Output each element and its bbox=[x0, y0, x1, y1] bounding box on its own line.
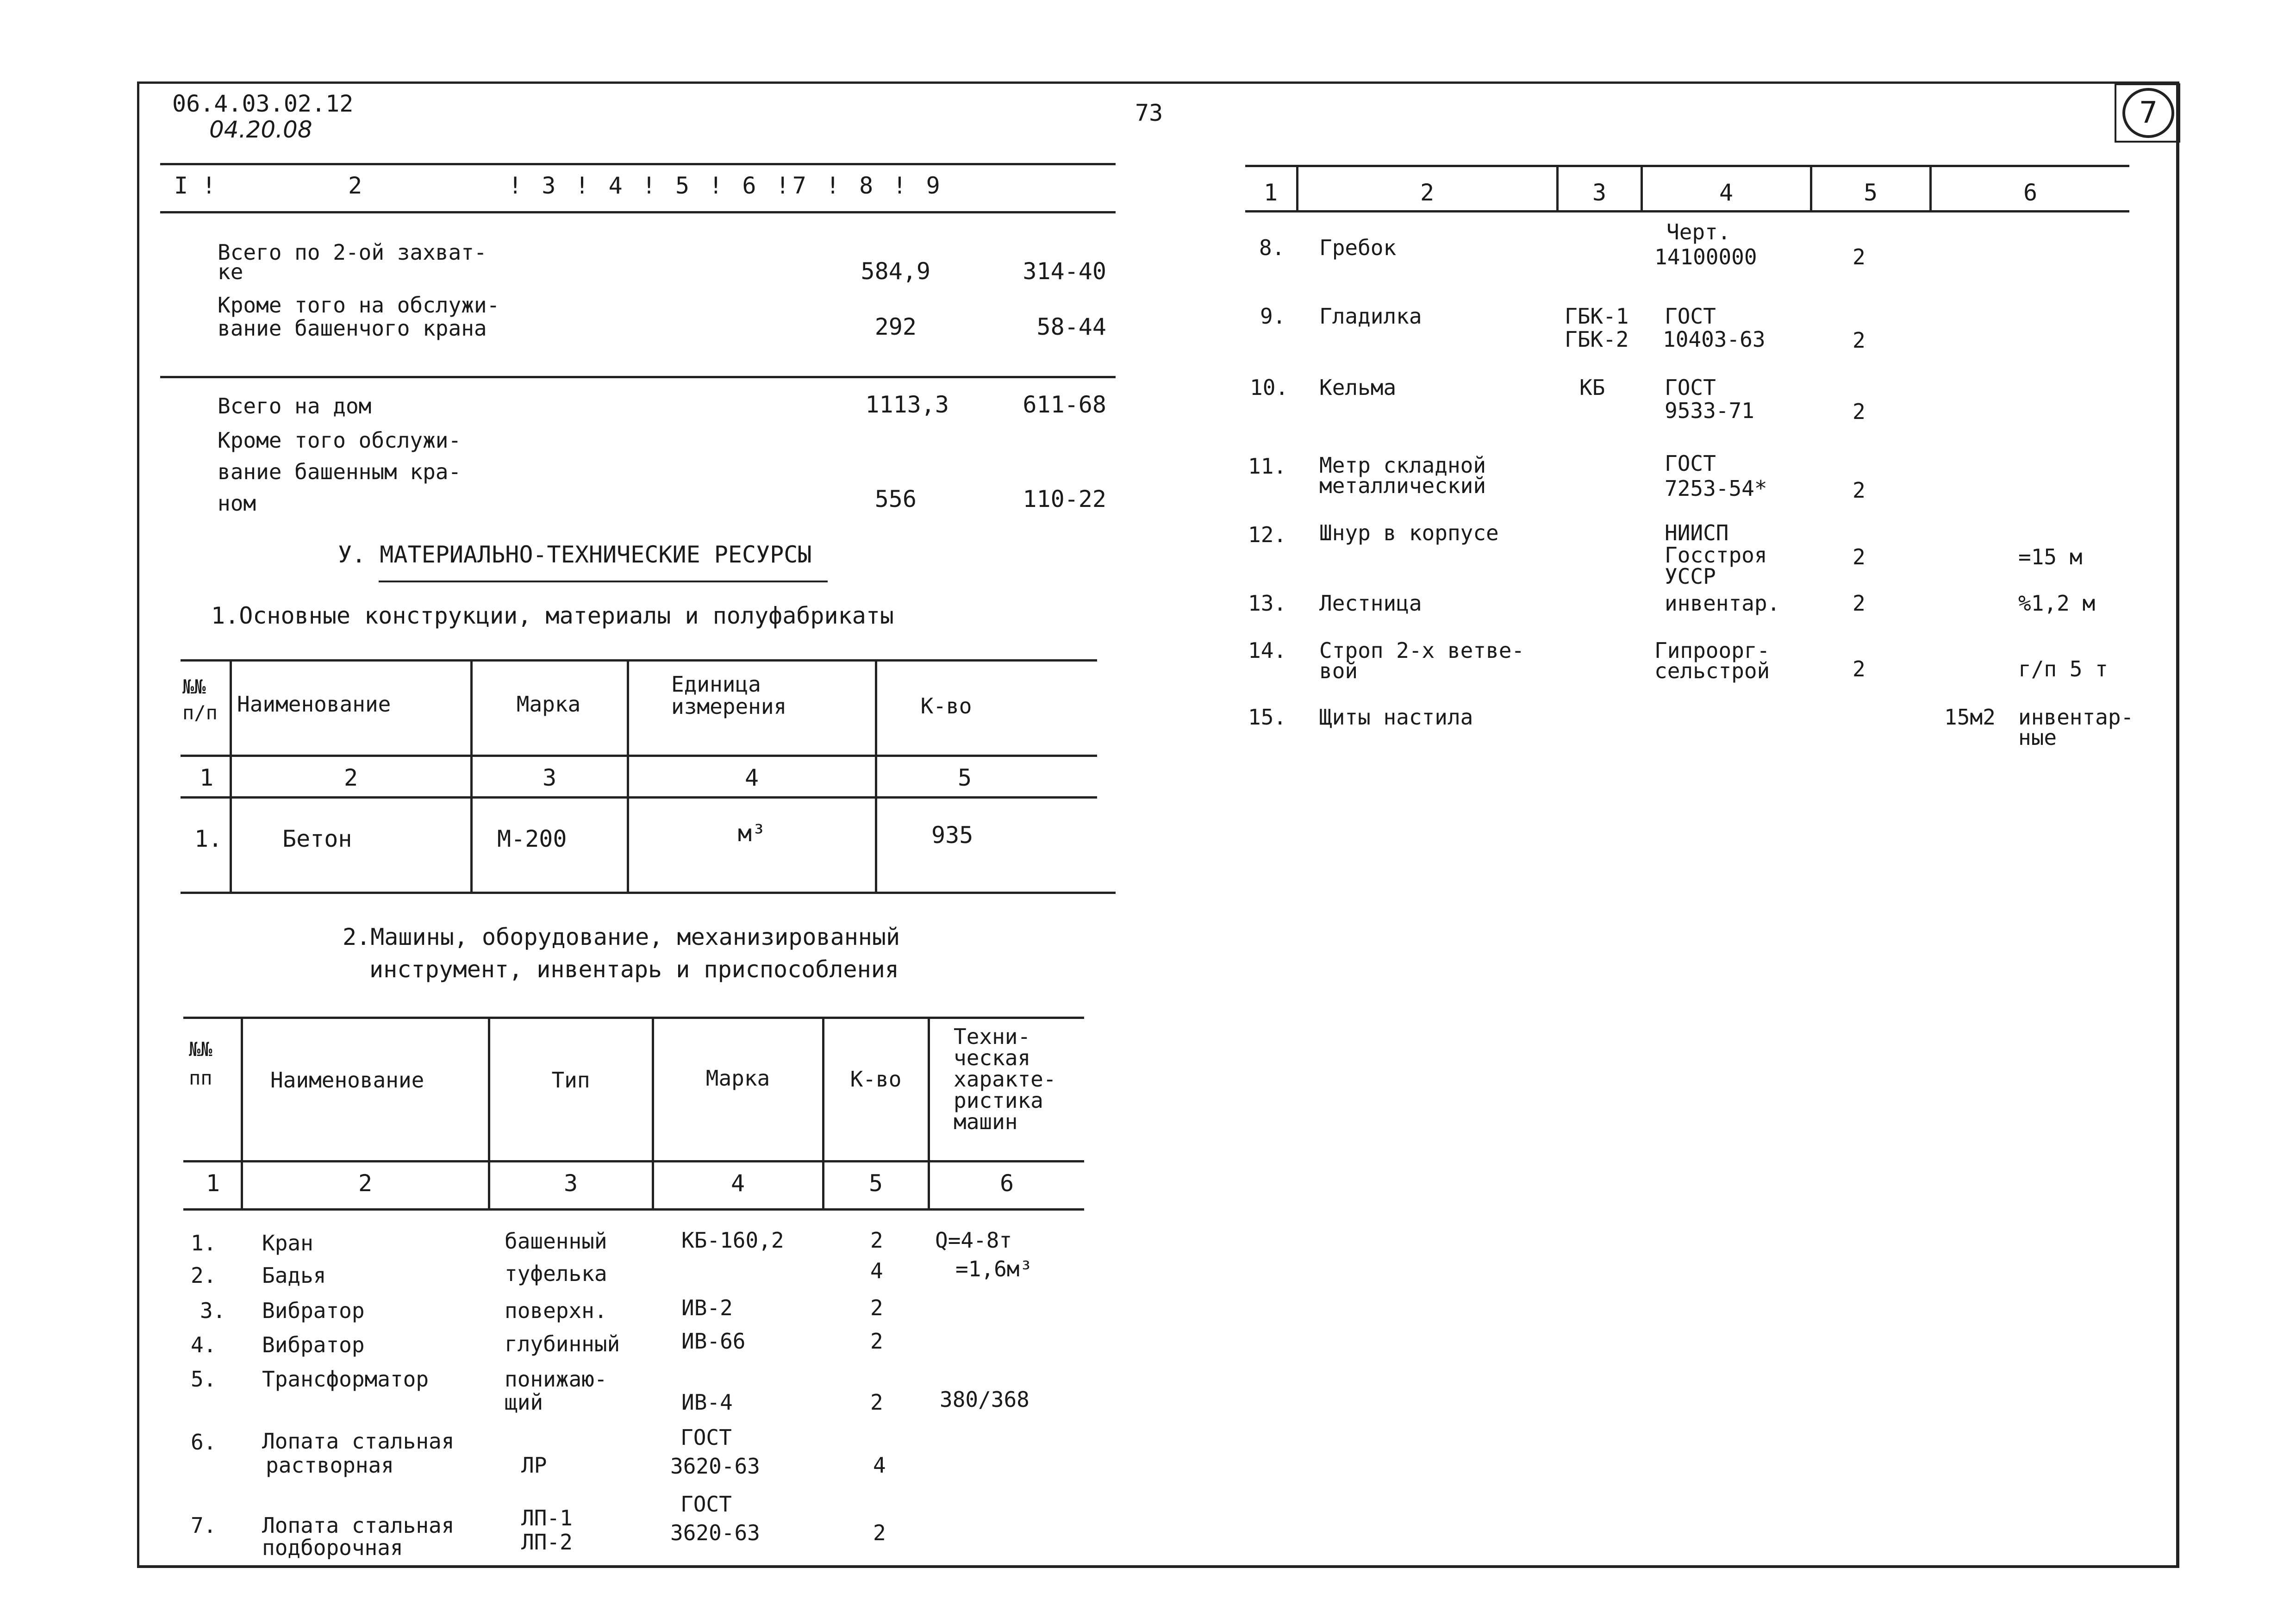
right-row-num: 12. bbox=[1248, 522, 1287, 547]
table-row-text: Всего по 2-ой захват- bbox=[218, 240, 487, 265]
right-row-name: Щиты настила bbox=[1319, 705, 1473, 730]
machines-row-qty: 2 bbox=[870, 1329, 883, 1354]
table-row-text: Всего на дом bbox=[218, 394, 372, 418]
machines-row-qty: 2 bbox=[870, 1390, 883, 1415]
right-row-qty: 2 bbox=[1853, 591, 1866, 616]
right-row-type: ГБК-2 bbox=[1565, 327, 1629, 352]
right-row-note: =15 м bbox=[2018, 544, 2083, 569]
right-row-mark: ГОСТ bbox=[1665, 451, 1716, 476]
table-row-value2: 110-22 bbox=[1023, 486, 1106, 512]
materials-table-bottom bbox=[181, 892, 1116, 894]
right-row-mark: 10403-63 bbox=[1663, 327, 1766, 352]
machines-row-name: подборочная bbox=[262, 1536, 403, 1559]
right-row-num: 11. bbox=[1248, 454, 1287, 479]
machines-row-num: 2. bbox=[191, 1263, 217, 1288]
table-row-text: ке bbox=[218, 259, 243, 284]
subsection-title: инструмент, инвентарь и приспособления bbox=[369, 956, 899, 983]
table-divider bbox=[160, 376, 1116, 378]
materials-colnum: 1 bbox=[199, 764, 214, 791]
machines-row-type: туфелька bbox=[505, 1261, 607, 1286]
right-row-mark: инвентар. bbox=[1665, 591, 1780, 616]
machines-colnum: 6 bbox=[999, 1170, 1014, 1197]
section-title-underline bbox=[379, 581, 828, 582]
right-row-mark: Госстроя bbox=[1665, 543, 1767, 568]
right-row-qty: 2 bbox=[1853, 478, 1866, 503]
document-code-handwritten: 04.20.08 bbox=[209, 116, 312, 143]
materials-header-qty: К-во bbox=[920, 693, 972, 718]
machines-row-name: Лопата стальная bbox=[262, 1513, 455, 1538]
machines-row-mark: ГОСТ bbox=[680, 1425, 732, 1450]
materials-row-unit: м³ bbox=[737, 820, 766, 847]
right-row-mark: ГОСТ bbox=[1665, 375, 1716, 400]
right-row-note: г/п 5 т bbox=[2018, 656, 2108, 681]
machines-row-name: Трансформатор bbox=[262, 1367, 429, 1392]
table-row-text: вание башенным кра- bbox=[218, 459, 462, 484]
machines-header-spec: характе- bbox=[954, 1067, 1056, 1092]
right-row-name: Кельма bbox=[1319, 375, 1397, 400]
right-table-top bbox=[1245, 165, 2129, 167]
table-row-text: Кроме того на обслужи- bbox=[218, 293, 500, 318]
machines-row-type: щий bbox=[505, 1390, 543, 1415]
table-row-value: 584,9 bbox=[861, 258, 930, 285]
materials-row-qty: 935 bbox=[931, 822, 973, 849]
right-row-name: металлический bbox=[1319, 473, 1486, 498]
right-colnum: 2 bbox=[1420, 179, 1435, 206]
machines-colnum: 1 bbox=[206, 1170, 220, 1197]
machines-row-qty: 2 bbox=[870, 1295, 883, 1320]
right-row-qty: 2 bbox=[1853, 399, 1866, 424]
sheet-number: 7 bbox=[2122, 88, 2174, 138]
right-row-name: вой bbox=[1319, 658, 1358, 683]
materials-header-num: №№ п/п bbox=[182, 675, 218, 724]
page-number: 73 bbox=[1135, 100, 1163, 126]
table-row-value: 1113,3 bbox=[865, 391, 949, 418]
right-row-num: 15. bbox=[1248, 705, 1287, 730]
machines-header-qty: К-во bbox=[850, 1067, 902, 1092]
machines-row-mark: 3620-63 bbox=[670, 1520, 760, 1545]
right-row-mark: сельстрой bbox=[1654, 658, 1770, 683]
right-colnum: 1 bbox=[1263, 179, 1278, 206]
machines-row-spec: =1,6м³ bbox=[955, 1256, 1033, 1281]
right-row-note: ные bbox=[2018, 725, 2057, 750]
right-row-mark: НИИСП bbox=[1665, 520, 1729, 545]
machines-row-spec: 380/368 bbox=[940, 1387, 1029, 1412]
materials-colnum: 4 bbox=[744, 764, 759, 791]
right-colnum: 4 bbox=[1719, 179, 1734, 206]
materials-table-number-rule bbox=[181, 796, 1097, 799]
column-header-2: 2 bbox=[348, 172, 362, 199]
materials-row-name: Бетон bbox=[282, 825, 352, 852]
machines-row-name: Вибратор bbox=[262, 1332, 365, 1357]
section-title: У. МАТЕРИАЛЬНО-ТЕХНИЧЕСКИЕ РЕСУРСЫ bbox=[338, 541, 812, 568]
machines-row-num: 1. bbox=[191, 1230, 217, 1255]
machines-row-mark: ГОСТ bbox=[680, 1492, 732, 1517]
document-code: 06.4.03.02.12 bbox=[172, 90, 354, 117]
machines-row-type: ЛП-1 bbox=[521, 1505, 573, 1530]
machines-row-mark: КБ-160,2 bbox=[681, 1228, 784, 1253]
right-row-mark: 14100000 bbox=[1654, 244, 1757, 269]
right-row-mark: УССР bbox=[1665, 564, 1716, 589]
right-row-name: Строп 2-х ветве- bbox=[1319, 638, 1525, 663]
table-row-text: ном bbox=[218, 491, 256, 516]
machines-row-mark: ИВ-66 bbox=[681, 1329, 746, 1354]
right-colnum: 6 bbox=[2023, 179, 2038, 206]
machines-row-type: ЛП-2 bbox=[521, 1530, 573, 1555]
right-colnum: 5 bbox=[1863, 179, 1878, 206]
machines-row-name: Вибратор bbox=[262, 1298, 365, 1323]
right-row-name: Метр складной bbox=[1319, 453, 1486, 478]
machines-table-number-rule bbox=[183, 1208, 1084, 1211]
subsection-title: 2.Машины, оборудование, механизированный bbox=[343, 924, 900, 950]
right-row-mark: 7253-54* bbox=[1665, 476, 1767, 501]
right-row-qty: 2 bbox=[1853, 328, 1866, 353]
right-row-qty: 2 bbox=[1853, 244, 1866, 269]
materials-row-mark: М-200 bbox=[497, 825, 567, 852]
machines-row-mark: ИВ-2 bbox=[681, 1295, 733, 1320]
machines-colnum: 4 bbox=[730, 1170, 745, 1197]
machines-row-qty: 2 bbox=[873, 1520, 886, 1545]
machines-header-num: №№ пп bbox=[189, 1038, 212, 1089]
right-row-num: 13. bbox=[1248, 591, 1287, 616]
right-row-num: 9. bbox=[1260, 304, 1286, 329]
materials-header-name: Наименование bbox=[237, 692, 391, 717]
machines-header-spec: ристика bbox=[954, 1088, 1043, 1113]
right-row-qty: 2 bbox=[1853, 656, 1866, 681]
machines-row-num: 3. bbox=[200, 1298, 226, 1323]
right-row-num: 14. bbox=[1248, 638, 1287, 663]
right-row-mark: Черт. bbox=[1666, 219, 1731, 244]
right-row-name: Гребок bbox=[1319, 235, 1397, 260]
table-row-value2: 314-40 bbox=[1023, 258, 1106, 285]
machines-header-spec: ческая bbox=[954, 1045, 1031, 1070]
materials-table-header-rule bbox=[181, 755, 1097, 757]
machines-row-num: 4. bbox=[191, 1332, 217, 1357]
table-row-value: 292 bbox=[874, 313, 917, 340]
machines-row-qty: 4 bbox=[873, 1453, 886, 1478]
machines-row-qty: 4 bbox=[870, 1258, 883, 1283]
machines-table-header-rule bbox=[183, 1160, 1084, 1162]
table-top-rule bbox=[160, 163, 1116, 165]
machines-colnum: 2 bbox=[358, 1170, 373, 1197]
machines-table-top bbox=[183, 1017, 1084, 1019]
machines-row-mark: ИВ-4 bbox=[681, 1390, 733, 1415]
machines-row-type: башенный bbox=[505, 1229, 607, 1254]
table-row-value: 556 bbox=[874, 486, 917, 512]
table-row-value2: 58-44 bbox=[1036, 313, 1106, 340]
column-header-3-9: ! 3 ! 4 ! 5 ! 6 !7 ! 8 ! 9 bbox=[508, 172, 943, 199]
machines-row-name: Лопата стальная bbox=[262, 1429, 455, 1454]
right-row-num: 10. bbox=[1250, 375, 1289, 400]
right-row-mark: Гипроорг- bbox=[1654, 638, 1770, 663]
right-row-qty: 15м2 bbox=[1944, 705, 1996, 730]
machines-row-type: ЛР bbox=[521, 1453, 547, 1478]
machines-row-name: растворная bbox=[266, 1453, 394, 1478]
table-row-text: Кроме того обслужи- bbox=[218, 428, 462, 453]
machines-row-name: Бадья bbox=[262, 1263, 326, 1288]
right-row-qty: 2 bbox=[1853, 544, 1866, 569]
machines-row-num: 7. bbox=[191, 1513, 217, 1538]
right-row-type: ГБК-1 bbox=[1565, 304, 1629, 329]
right-table-header-rule bbox=[1245, 210, 2129, 212]
machines-row-mark: 3620-63 bbox=[670, 1454, 760, 1479]
machines-row-num: 6. bbox=[191, 1430, 217, 1455]
machines-colnum: 5 bbox=[868, 1170, 883, 1197]
right-row-type: КБ bbox=[1579, 375, 1605, 400]
machines-header-spec: машин bbox=[954, 1109, 1018, 1134]
machines-row-type: поверхн. bbox=[505, 1298, 607, 1323]
right-row-name: Лестница bbox=[1319, 591, 1422, 616]
materials-colnum: 3 bbox=[542, 764, 557, 791]
machines-row-qty: 2 bbox=[870, 1228, 883, 1253]
right-row-name: Шнур в корпусе bbox=[1319, 520, 1499, 545]
machines-header-type: Тип bbox=[551, 1068, 590, 1093]
materials-header-mark: Марка bbox=[516, 692, 581, 717]
machines-header-name: Наименование bbox=[270, 1068, 424, 1093]
materials-colnum: 2 bbox=[343, 764, 358, 791]
right-row-num: 8. bbox=[1259, 235, 1285, 260]
machines-colnum: 3 bbox=[563, 1170, 578, 1197]
machines-header-mark: Марка bbox=[705, 1066, 770, 1091]
machines-row-type: глубинный bbox=[505, 1331, 620, 1356]
machines-row-name: Кран bbox=[262, 1230, 313, 1255]
table-header-rule bbox=[160, 211, 1116, 213]
right-row-mark: 9533-71 bbox=[1665, 398, 1754, 423]
machines-header-spec: Техни- bbox=[954, 1024, 1031, 1049]
right-row-name: Гладилка bbox=[1319, 304, 1422, 329]
machines-row-num: 5. bbox=[191, 1367, 217, 1392]
right-colnum: 3 bbox=[1592, 179, 1607, 206]
table-row-value2: 611-68 bbox=[1023, 391, 1106, 418]
right-row-note: инвентар- bbox=[2018, 705, 2134, 730]
machines-row-type: понижаю- bbox=[505, 1367, 607, 1392]
right-row-note: %1,2 м bbox=[2018, 591, 2096, 616]
column-header-1: I ! bbox=[174, 172, 216, 199]
machines-row-spec: Q=4-8т bbox=[935, 1228, 1012, 1253]
subsection-title: 1.Основные конструкции, материалы и полуфабрикаты bbox=[211, 602, 894, 629]
right-row-mark: ГОСТ bbox=[1665, 304, 1716, 329]
materials-table-top bbox=[181, 659, 1097, 662]
materials-header-unit: Единица измерения bbox=[671, 672, 787, 719]
materials-row-num: 1. bbox=[194, 825, 223, 852]
materials-colnum: 5 bbox=[957, 764, 972, 791]
table-row-text: вание башенчого крана bbox=[218, 316, 487, 341]
